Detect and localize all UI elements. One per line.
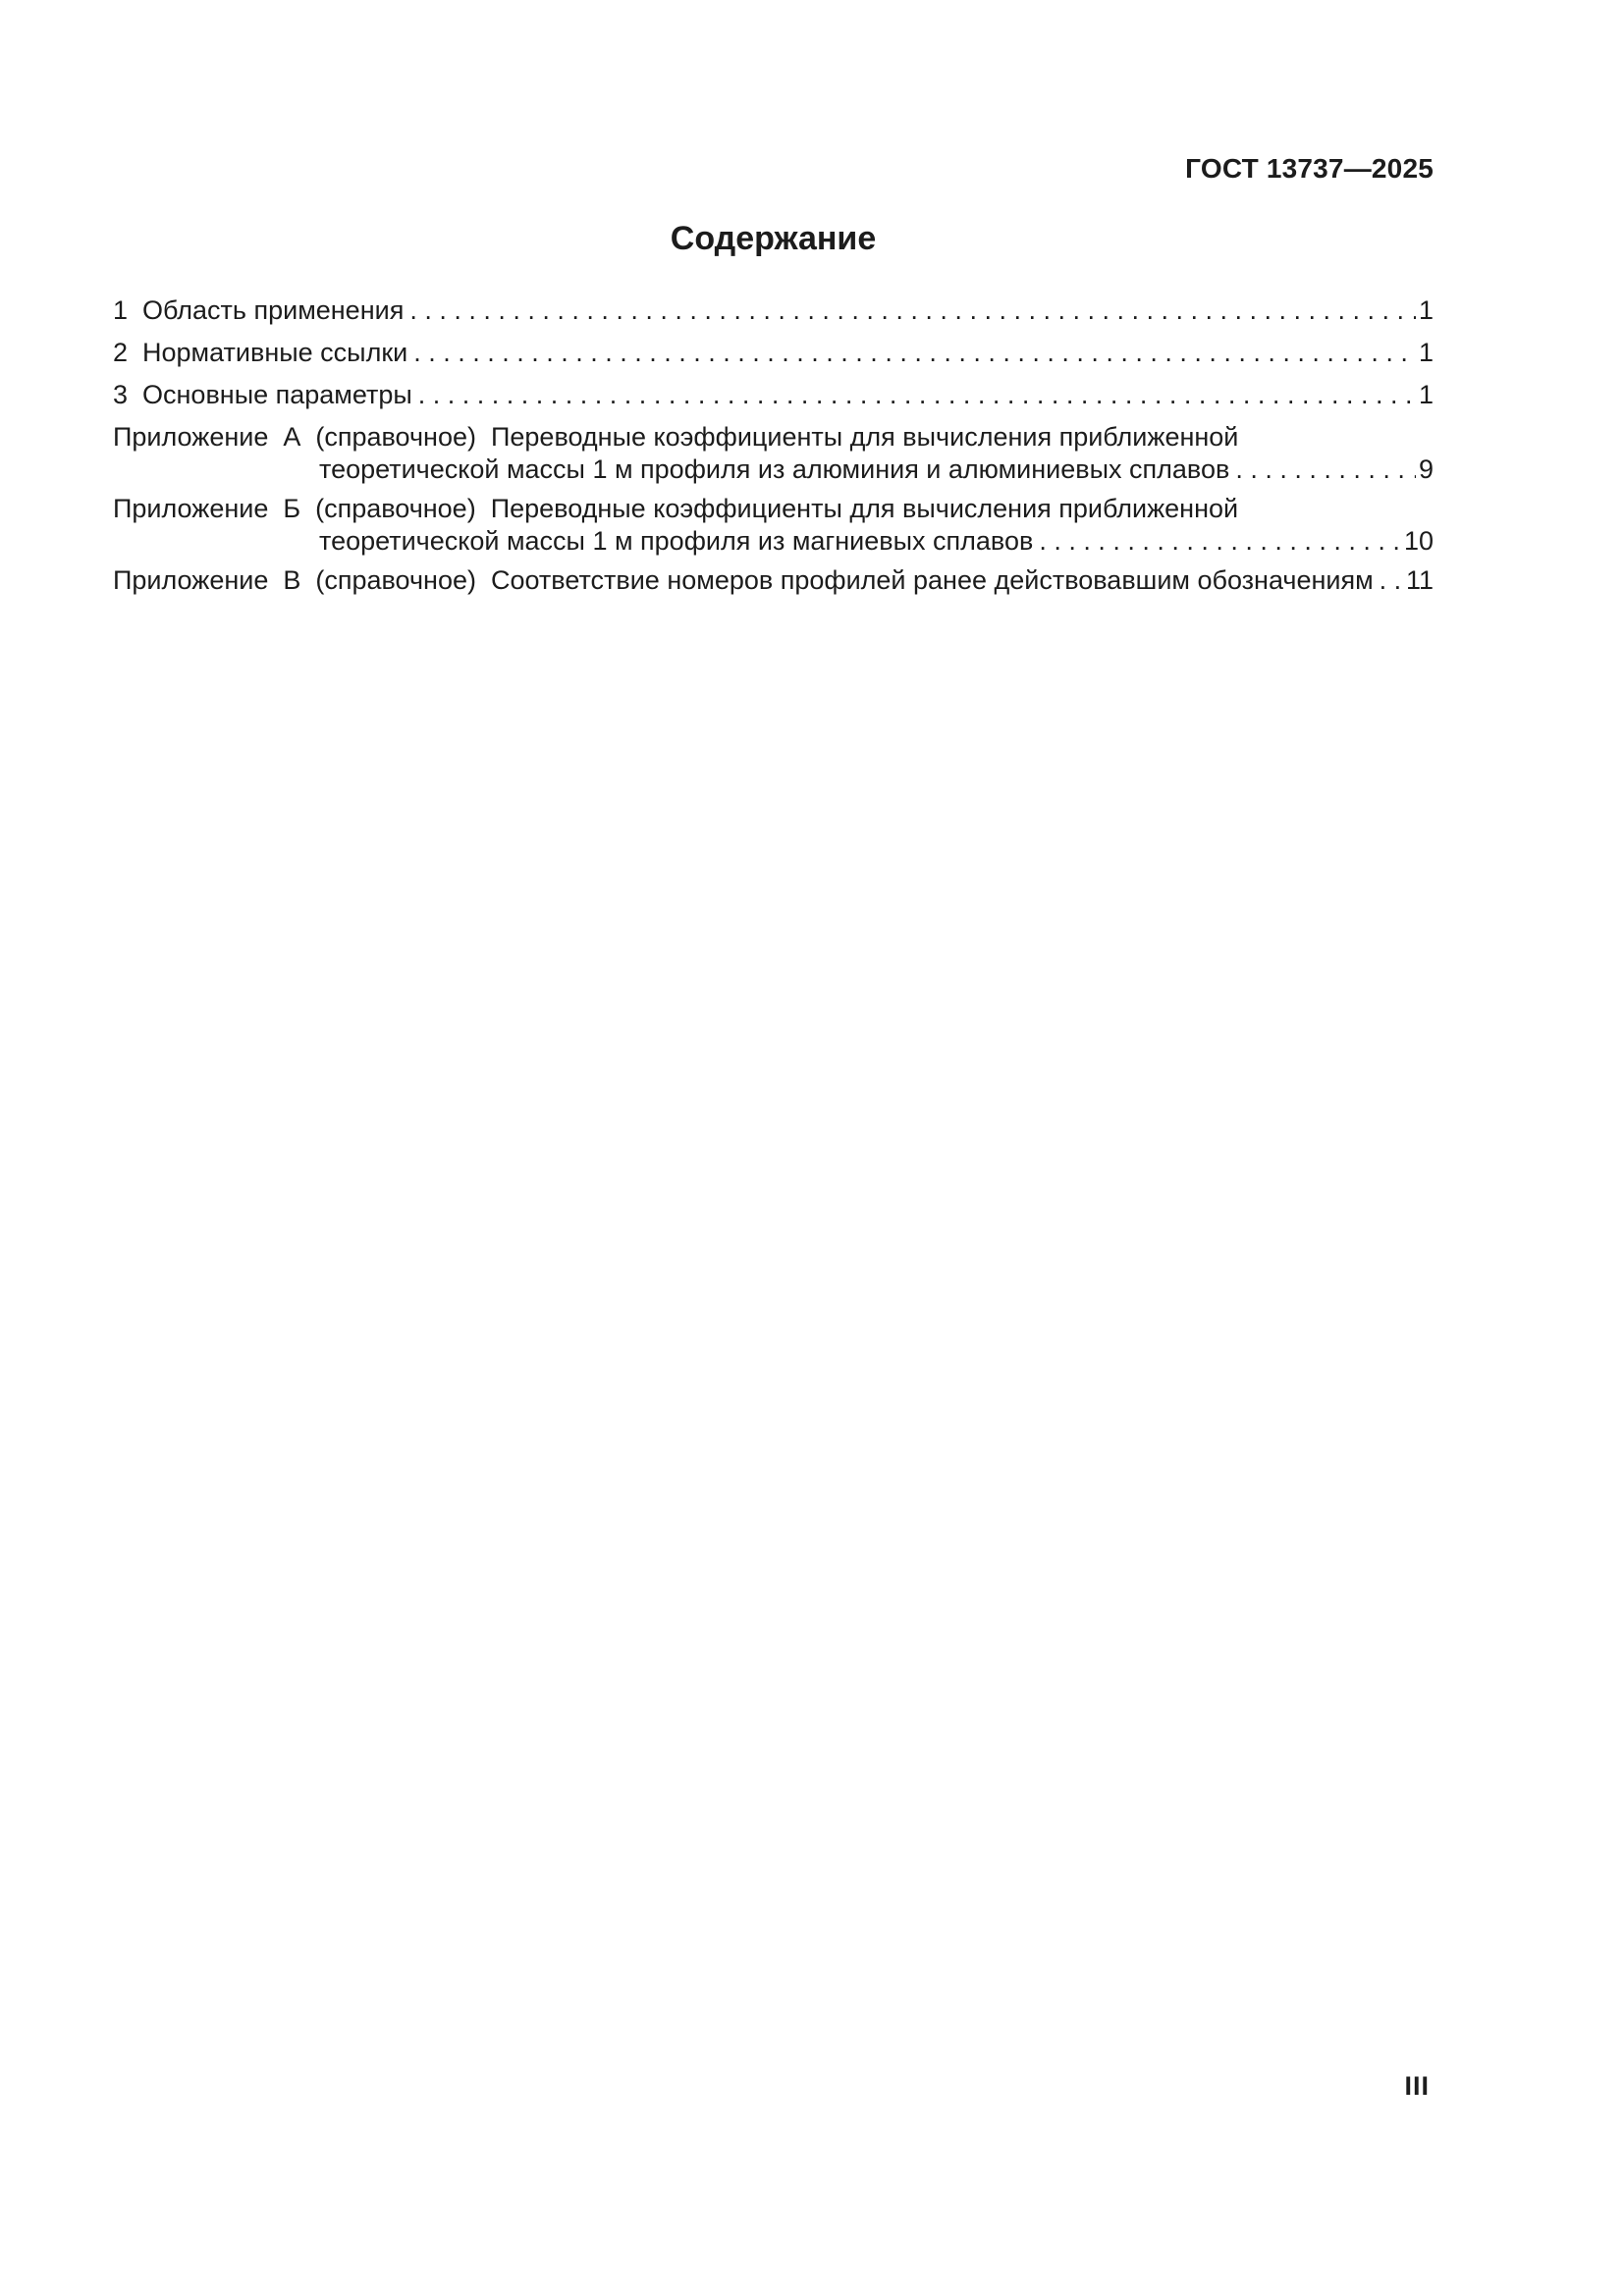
toc-entry-label: Приложение В (справочное) Соответствие номеров профилей ранее действовавшим обозначениям — [113, 565, 1374, 595]
toc-entry-label: 3 Основные параметры — [113, 380, 412, 409]
dot-leader — [409, 296, 1416, 324]
toc-entry-label: теоретической массы 1 м профиля из алюминия и алюминиевых сплавов — [319, 454, 1230, 484]
toc-entry-label: 2 Нормативные ссылки — [113, 338, 408, 367]
toc-entry-continuation — [319, 455, 1434, 483]
toc-entry-page: 10 — [1403, 526, 1434, 556]
toc-entry-appendix-b — [113, 495, 1434, 555]
toc-entry-scope — [113, 296, 1434, 324]
dot-leader — [418, 381, 1416, 408]
toc-entry-page: 1 — [1418, 295, 1434, 325]
toc-entry-label: Приложение А (справочное) Переводные коэффициенты для вычисления приближенной — [113, 422, 1239, 452]
toc-entry-page: 1 — [1418, 338, 1434, 367]
toc-entry-label: теоретической массы 1 м профиля из магниевых сплавов — [319, 526, 1034, 556]
page-title: Содержание — [670, 220, 877, 257]
dot-leader — [1380, 566, 1403, 594]
dot-leader — [413, 339, 1416, 366]
toc-entry-label: 1 Область применения — [113, 295, 405, 325]
toc-entry-label: Приложение Б (справочное) Переводные коэффициенты для вычисления приближенной — [113, 494, 1239, 523]
document-code-header: ГОСТ 13737—2025 — [1185, 153, 1434, 184]
toc-entry-normative-refs — [113, 339, 1434, 366]
toc-entry-appendix-v — [113, 566, 1434, 594]
toc-entry-continuation — [319, 527, 1434, 555]
toc-entry-page: 9 — [1418, 454, 1434, 484]
table-of-contents — [113, 296, 1434, 594]
toc-entry-main-parameters — [113, 381, 1434, 408]
toc-entry-page: 1 — [1418, 380, 1434, 409]
page-number: III — [1404, 2071, 1430, 2101]
toc-entry-appendix-a — [113, 423, 1434, 483]
toc-entry-page: 11 — [1405, 565, 1434, 595]
dot-leader — [1235, 455, 1416, 483]
dot-leader — [1039, 527, 1401, 555]
